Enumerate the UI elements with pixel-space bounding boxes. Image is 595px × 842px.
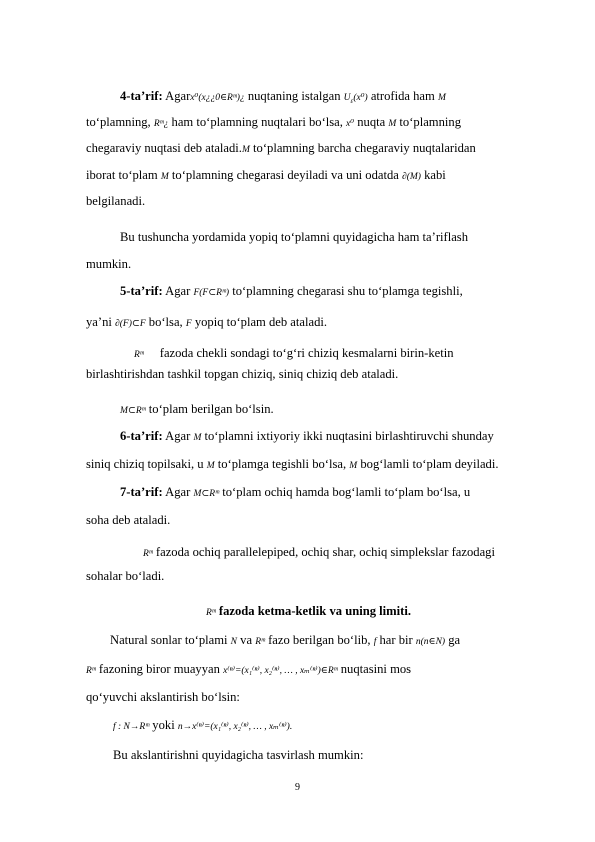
def5-line-1: [120, 283, 463, 301]
def7-label: 7-ta’rif:: [120, 485, 163, 499]
formula-part: U: [343, 93, 351, 103]
text: to‘plam berilgan bo‘lsin.: [145, 402, 274, 416]
text: Agar: [162, 284, 194, 298]
text: Agar: [162, 485, 194, 499]
text: chegaraviy nuqtasi deb ataladi.: [86, 141, 242, 155]
formula-N: N: [230, 637, 237, 647]
def6-line-1: [120, 428, 494, 446]
formula-n: n(n∈N): [415, 637, 446, 647]
formula-Rm: Rᵐ¿: [153, 119, 169, 129]
text: atrofida ham: [367, 89, 438, 103]
page-number: 9: [295, 782, 300, 793]
paragraph-line: [120, 401, 274, 419]
def6-line-2: [86, 456, 499, 474]
formula-M: M: [437, 93, 446, 103]
text: Agar: [162, 429, 194, 443]
section-heading: [206, 603, 411, 621]
paragraph-line: Bu akslantirishni quyidagicha tasvirlash mumkin:: [113, 748, 364, 762]
def4-label: 4-ta’rif:: [120, 89, 163, 103]
paragraph-line: [86, 661, 411, 679]
formula-M-subset: M⊂Rᵐ: [193, 489, 220, 499]
paragraph-line: [134, 345, 454, 363]
text: yoki: [149, 718, 178, 732]
text: ya’ni: [86, 315, 116, 329]
text: fazoda chekli sondagi to‘g‘ri chiziq kesmalarni birin-ketin: [159, 346, 454, 360]
paragraph-line: sohalar bo‘ladi.: [86, 569, 165, 583]
formula-M: M: [206, 461, 215, 471]
paragraph-line: birlashtirishdan tashkil topgan chiziq, siniq chiziq deb ataladi.: [86, 367, 399, 381]
formula-x0: x⁰: [346, 119, 355, 129]
formula-Rm: Rᵐ: [143, 549, 153, 559]
formula-mapping: f : N→Rᵐ: [113, 722, 150, 732]
text: nuqtasini mos: [337, 662, 412, 676]
formula-boundary-F: ∂(F)⊂F: [115, 319, 146, 329]
formula-M: M: [241, 145, 250, 155]
formula-boundary: ∂(M): [402, 172, 421, 182]
def5-label: 5-ta’rif:: [120, 284, 163, 298]
formula-x0: x⁰(x¿¿0∈Rᵐ)¿: [190, 93, 245, 103]
text: fazo berilgan bo‘lib,: [264, 633, 374, 647]
text: to‘plamning chegarasi shu to‘plamga tegishli,: [229, 284, 463, 298]
formula-sub: ε: [350, 96, 354, 105]
text: nuqta: [354, 115, 389, 129]
paragraph-line: Bu tushuncha yordamida yopiq to‘plamni quyidagicha ham ta’riflash: [120, 230, 468, 244]
formula-Rm: Rᵐ: [86, 666, 96, 676]
formula-Rm: Rᵐ: [255, 637, 265, 647]
formula-M: M: [193, 433, 202, 443]
text: iborat to‘plam: [86, 168, 161, 182]
text: Natural sonlar to‘plami: [110, 633, 231, 647]
text: to‘plamni ixtiyoriy ikki nuqtasini birlashtiruvchi shunday: [201, 429, 494, 443]
text: fazoda ochiq parallelepiped, ochiq shar, ochiq simplekslar fazodagi: [152, 545, 495, 559]
def4-line-1: [120, 88, 446, 109]
formula-f: f: [373, 637, 377, 647]
text: va: [237, 633, 256, 647]
formula-F: F: [185, 319, 192, 329]
text: bog‘lamli to‘plam deyiladi.: [357, 457, 499, 471]
text: yopiq to‘plam deb ataladi.: [191, 315, 328, 329]
def7-line-1: [120, 484, 470, 502]
text: to‘plamning,: [86, 115, 154, 129]
formula-Rm: Rᵐ: [134, 350, 144, 360]
text: bo‘lsa,: [145, 315, 186, 329]
text: to‘plamga tegishli bo‘lsa,: [214, 457, 350, 471]
text: ham to‘plamning nuqtalari bo‘lsa,: [168, 115, 347, 129]
formula-neighborhood: [344, 93, 368, 103]
text: nuqtaning istalgan: [244, 89, 344, 103]
text: ga: [445, 633, 461, 647]
def4-line-3: [86, 140, 476, 158]
paragraph-line: soha deb ataladi.: [86, 513, 171, 527]
formula-point-xn: x⁽ⁿ⁾=(x₁⁽ⁿ⁾, x₂⁽ⁿ⁾, … , xₘ⁽ⁿ⁾)∈Rᵐ: [223, 666, 338, 676]
text: siniq chiziq topilsaki, u: [86, 457, 207, 471]
formula-M: M: [349, 461, 358, 471]
def5-line-2: [86, 314, 327, 332]
paragraph-line: belgilanadi.: [86, 194, 146, 208]
text: to‘plamning chegarasi deyiladi va uni odatda: [168, 168, 403, 182]
text: Agar: [162, 89, 191, 103]
paragraph-line: qo‘yuvchi akslantirish bo‘lsin:: [86, 690, 240, 704]
text: fazoning biror muayyan: [95, 662, 224, 676]
paragraph-line: [110, 632, 460, 650]
paragraph-line: mumkin.: [86, 257, 132, 271]
def4-line-2: [86, 114, 461, 132]
text: kabi: [420, 168, 446, 182]
def6-label: 6-ta’rif:: [120, 429, 163, 443]
paragraph-line: [143, 544, 495, 562]
formula-mapping-n: n→x⁽ⁿ⁾=(x₁⁽ⁿ⁾, x₂⁽ⁿ⁾, … , xₘ⁽ⁿ⁾).: [177, 722, 293, 732]
formula-Rm: Rᵐ: [206, 608, 216, 618]
formula-F: F(F⊂Rᵐ): [193, 288, 230, 298]
formula-M: M: [388, 119, 397, 129]
formula-M-subset: M⊂Rᵐ: [120, 406, 146, 416]
formula-M: M: [160, 172, 169, 182]
text: to‘plamning: [396, 115, 461, 129]
paragraph-line: [113, 717, 292, 735]
text: to‘plam ochiq hamda bog‘lamli to‘plam bo‘lsa, u: [219, 485, 471, 499]
text: har bir: [376, 633, 416, 647]
text: to‘plamning barcha chegaraviy nuqtalaridan: [249, 141, 476, 155]
def4-line-4: [86, 167, 446, 185]
heading-text: fazoda ketma-ketlik va uning limiti.: [215, 604, 411, 618]
formula-part: (x⁰): [353, 93, 368, 103]
